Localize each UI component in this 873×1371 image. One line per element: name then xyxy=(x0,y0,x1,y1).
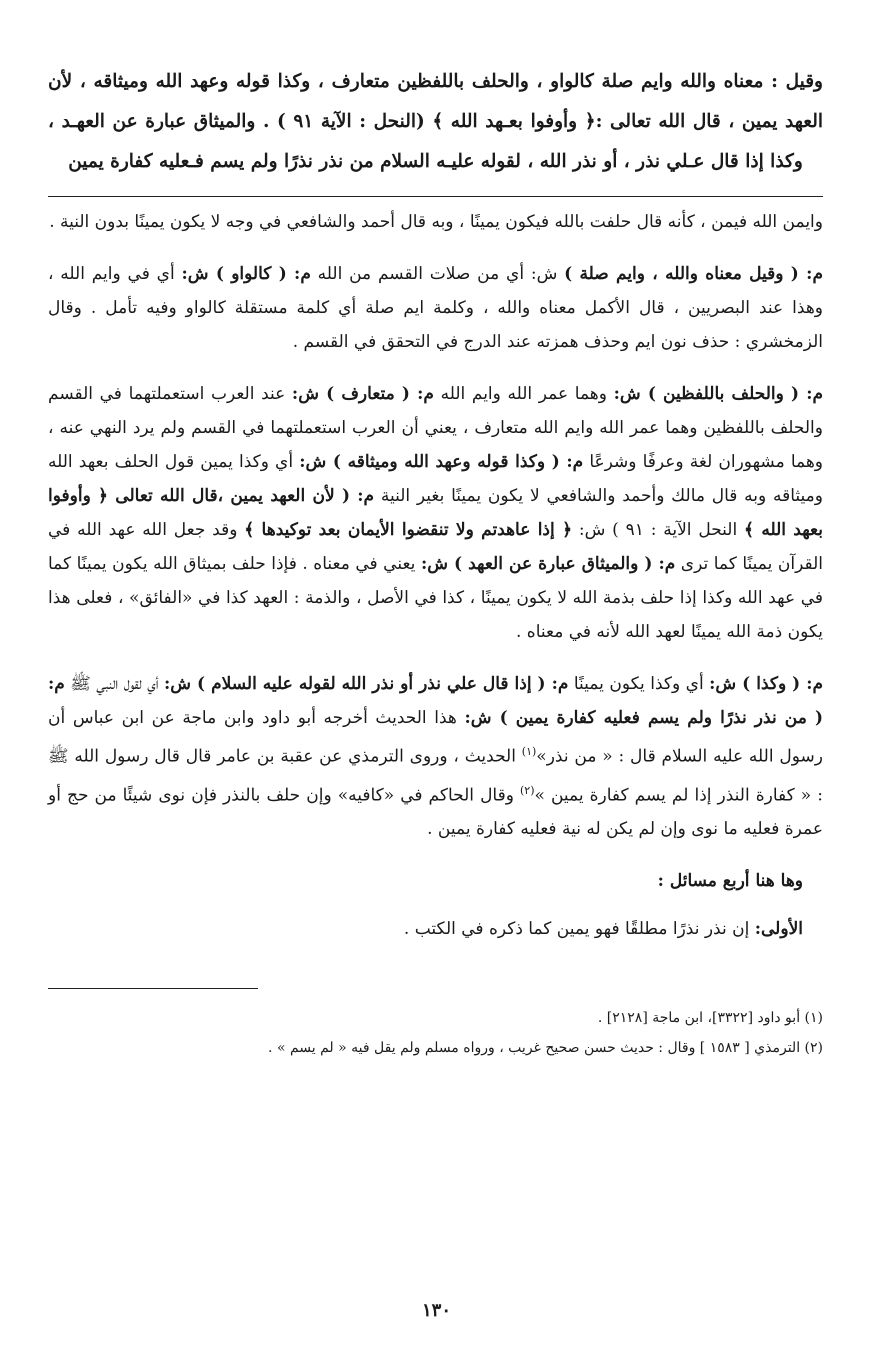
commentary: هذا الحديث أخرجه أبو داود وابن ماجة عن ابن عباس أن رسول الله عليه السلام قال : « من نذر» xyxy=(48,708,823,767)
matn-quote: م: ( وكذا قوله وعهد الله وميثاقه ) ش: xyxy=(299,452,584,472)
first-issue-text: إن نذر نذرًا مطلقًا فهو يمين كما ذكره في الكتب . xyxy=(403,919,755,940)
quran-quote: ﴿ إذا عاهدتم ولا تنقضوا الأيمان بعد توكيدها ﴾ xyxy=(244,520,573,540)
commentary: أي لقول النبي ﷺ xyxy=(64,674,165,694)
commentary: أي في وايم الله ، وهذا عند البصريين ، قال الأكمل معناه والله ، وكلمة ايم صلة أي كلمة مستقلة كالواو وفيه تأمل . وقال الزمخشري : حذف نون ايم وحذف همزته عند الدرج في التحقق في القسم . xyxy=(48,264,823,352)
commentary: الحديث ، وروى الترمذي عن عقبة بن عامر قال قال رسول الله ﷺ : « كفارة النذر إذا لم يسم كفارة يمين » xyxy=(48,746,823,806)
first-issue xyxy=(48,912,803,946)
matn-quote: م: ( إذا قال علي نذر أو نذر الله لقوله عليه السلام ) ش: xyxy=(164,674,569,694)
masail-heading: وها هنا أربع مسائل : xyxy=(657,871,803,892)
sharh-intro: وايمن الله فيمن ، كأنه قال حلفت بالله فيكون يمينًا ، وبه قال أحمد والشافعي في وجه لا يكون يمينًا بدون النية . xyxy=(49,212,823,232)
masail-intro xyxy=(48,864,803,898)
commentary: وهما عمر الله وايم الله xyxy=(433,384,614,404)
commentary: وقال الحاكم في «كافيه» وإن حلف بالنذر فإن نوى شيئًا من حج أو عمرة فعليه ما نوى وإن لم يكن له نية فعليه كفارة يمين . xyxy=(48,785,823,840)
matn-quote: م: ( متعارف ) ش: xyxy=(291,384,434,404)
commentary: عند العرب استعملتهما في القسم والحلف باللفظين وهما عمر الله وايم الله متعارف ، يعني أن العرب استعملتهما في القسم ولم يرد النهي عنه ، وهما مشهوران لغة وعرفًا وشرعًا xyxy=(48,384,824,472)
matn-text: وقيل : معناه والله وايم صلة كالواو ، والحلف باللفظين متعارف ، وكذا قوله وعهد الله وميثاقه ، لأن العهد يمين ، قال الله تعالى :﴿ وأوفوا بعـهد الله ﴾ (النحل : الآية ٩١ ) . والميثاق عبارة عن العهـد ، وكذا إذا قال عـلي نذر ، أو نذر الله ، لقوله عليـه السلام من نذر نذرًا ولم يسم فـعليه كفارة يمين xyxy=(48,71,823,172)
matn-quote: م: ( وكذا ) ش: xyxy=(709,674,823,694)
sharh-paragraph-1 xyxy=(48,257,823,359)
commentary: أي وكذا يكون يمينًا xyxy=(568,674,710,694)
commentary: ش: أي من صلات القسم من الله xyxy=(310,264,565,284)
matn-divider xyxy=(48,196,823,197)
first-issue-label: الأولى: xyxy=(754,919,803,940)
sharh-paragraph-3 xyxy=(48,667,823,846)
commentary: وقد جعل الله عهد الله في القرآن يمينًا كما ترى xyxy=(48,520,823,574)
matn-quote: م: ( لأن العهد يمين ،قال الله تعالى ﴿ وأوفوا بعهد الله ﴾ xyxy=(48,486,823,540)
sharh-paragraph-2 xyxy=(48,377,823,649)
commentary: يعني في معناه . فإذا حلف بميثاق الله يكون يمينًا كما في عهد الله وكذا إذا حلف بذمة الله لا يكون يمينًا ، كذا في الأصل ، والذمة : العهد كذا في «الفائق» ، فعلى هذا يكون ذمة الله يمينًا لعهد الله لأنه في معناه . xyxy=(48,554,823,642)
commentary: أي وكذا يمين قول الحلف بعهد الله وميثاقه وبه قال مالك وأحمد والشافعي لا يكون يمينًا بغير النية xyxy=(48,452,823,506)
footnote-ref-1[interactable]: (١) xyxy=(521,745,537,758)
matn-quote: م: ( من نذر نذرًا ولم يسم فعليه كفارة يمين ) ش: xyxy=(48,674,823,728)
footnote-ref-2[interactable]: (٢) xyxy=(519,783,535,797)
matn-quote: م: ( كالواو ) ش: xyxy=(181,264,311,284)
matn-quote: م: ( والحلف باللفظين ) ش: xyxy=(613,384,823,404)
footnote-2: (٢) الترمذي [ ١٥٨٣ ] وقال : حديث حسن صحيح غريب ، ورواه مسلم ولم يقل فيه « لم يسم » . xyxy=(268,1040,823,1057)
page-number: ١٣٠ xyxy=(421,1300,451,1321)
matn-quote: م: ( والميثاق عبارة عن العهد ) ش: xyxy=(420,554,676,574)
commentary: النحل الآية : ٩١ ) ش: xyxy=(572,520,745,540)
matn-quote: م: ( وقيل معناه والله ، وايم صلة ) xyxy=(564,264,823,284)
footnote-divider xyxy=(48,988,258,989)
footnote-1: (١) أبو داود [٣٣٢٢]، ابن ماجة [٢١٢٨] . xyxy=(597,1010,823,1027)
